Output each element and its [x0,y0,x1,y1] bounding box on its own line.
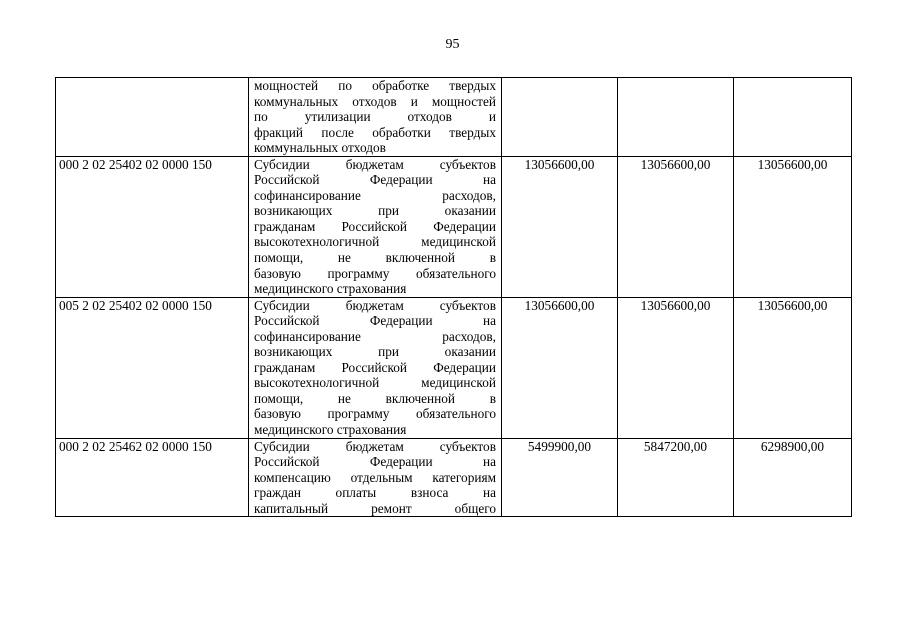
description-line: медицинского страхования [254,422,407,438]
description-line: возникающих при оказании [254,203,496,219]
description-line: помощи, не включенной в [254,250,496,266]
description-line: коммунальных отходов и мощностей [254,93,496,109]
amount-cell-3: 13056600,00 [734,156,852,297]
description-cell [249,78,502,157]
description-line: Субсидии бюджетам субъектов [254,438,496,454]
description-line: Российской Федерации на [254,313,496,329]
amount-cell-1: 13056600,00 [502,297,618,438]
amount-cell-3: 6298900,00 [734,438,852,517]
budget-code-cell: 005 2 02 25402 02 0000 150 [56,297,249,438]
description-line: капитальный ремонт общего [254,500,496,516]
table-row [56,156,852,297]
budget-code-cell: 000 2 02 25462 02 0000 150 [56,438,249,517]
table-row [56,438,852,517]
amount-cell-2 [618,78,734,157]
amount-cell-1: 13056600,00 [502,156,618,297]
page-number: 95 [445,37,460,52]
description-line: высокотехнологичной медицинской [254,375,496,391]
description-line: гражданам Российской Федерации [254,218,496,234]
description-line: софинансирование расходов, [254,328,496,344]
amount-cell-1 [502,78,618,157]
description-line: высокотехнологичной медицинской [254,234,496,250]
amount-cell-3 [734,78,852,157]
table-row [56,78,852,157]
description-line: компенсацию отдельным категориям [254,469,496,485]
description-line: базовую программу обязательного [254,406,496,422]
description-line: коммунальных отходов [254,140,386,156]
description-cell [249,156,502,297]
description-line: софинансирование расходов, [254,187,496,203]
amount-cell-2: 5847200,00 [618,438,734,517]
description-line: помощи, не включенной в [254,390,496,406]
description-line: медицинского страхования [254,281,407,297]
description-cell [249,438,502,517]
description-line: Субсидии бюджетам субъектов [254,156,496,172]
description-line: по утилизации отходов и [254,109,496,125]
description-line: гражданам Российской Федерации [254,359,496,375]
amount-cell-3: 13056600,00 [734,297,852,438]
description-line: Российской Федерации на [254,454,496,470]
description-line: Российской Федерации на [254,172,496,188]
description-line: мощностей по обработке твердых [254,78,496,93]
amount-cell-2: 13056600,00 [618,156,734,297]
amount-cell-1: 5499900,00 [502,438,618,517]
amount-cell-2: 13056600,00 [618,297,734,438]
description-line: Субсидии бюджетам субъектов [254,297,496,313]
description-line: граждан оплаты взноса на [254,485,496,501]
description-cell [249,297,502,438]
description-line: базовую программу обязательного [254,265,496,281]
budget-code-cell: 000 2 02 25402 02 0000 150 [56,156,249,297]
budget-code-cell [56,78,249,157]
description-line: фракций после обработки твердых [254,124,496,140]
budget-table [55,77,852,517]
table-row [56,297,852,438]
description-line: возникающих при оказании [254,344,496,360]
